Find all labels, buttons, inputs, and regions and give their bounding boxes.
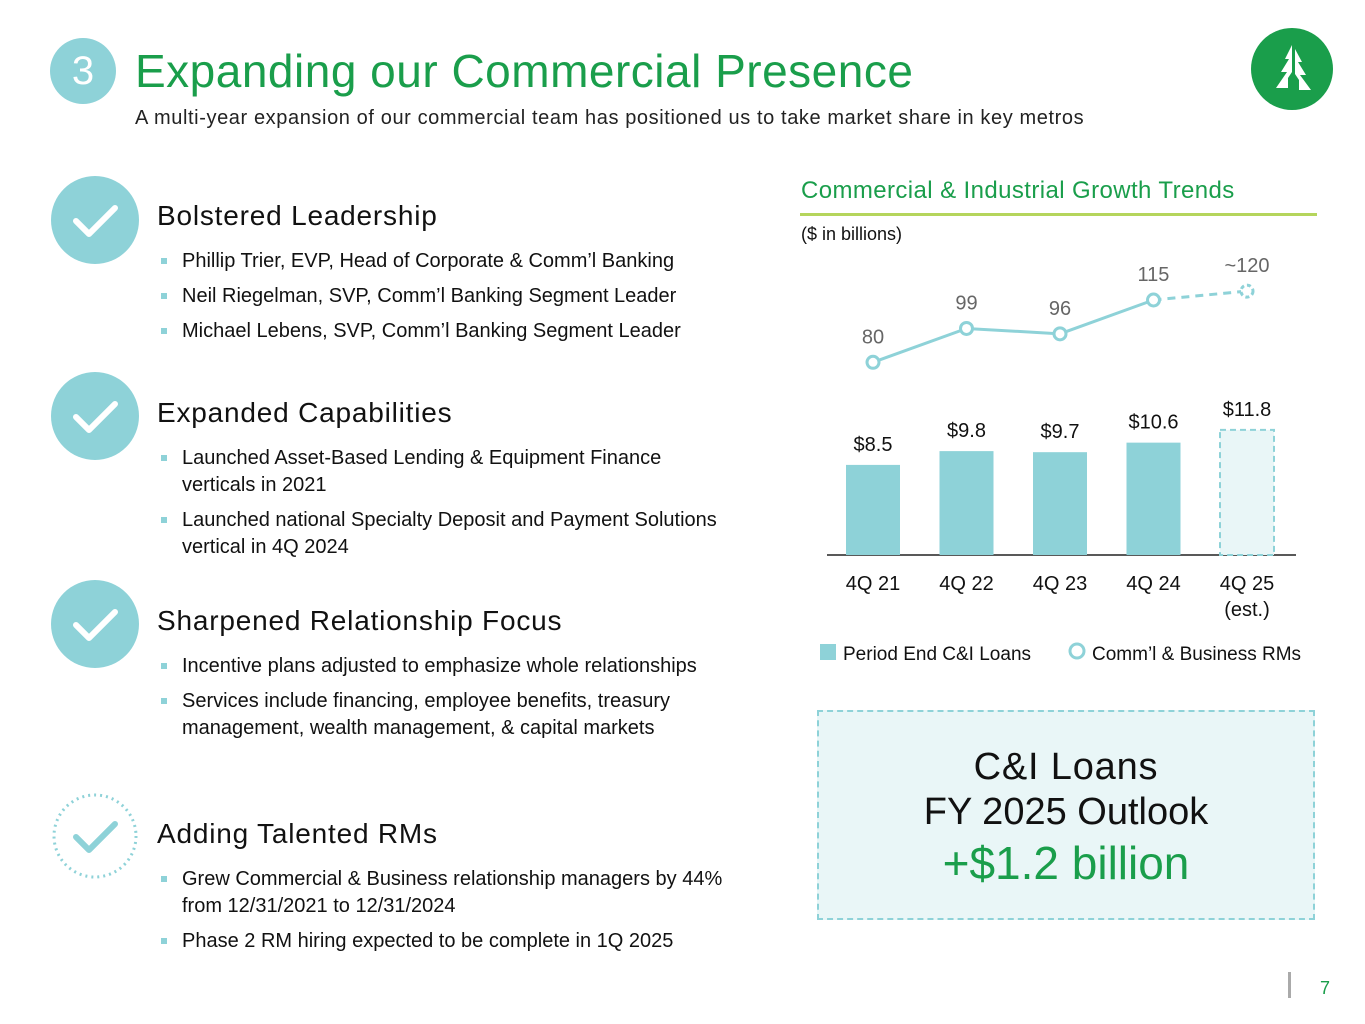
rm-point-estimate <box>1241 285 1253 297</box>
list-item: Launched Asset-Based Lending & Equipment Finance verticals in 2021 <box>158 445 738 499</box>
section-heading-capabilities: Expanded Capabilities <box>157 397 453 428</box>
rm-value-label: 99 <box>955 292 978 315</box>
cni-growth-chart <box>790 240 1350 680</box>
legend-line-label: Comm’l & Business RMs <box>1092 644 1302 665</box>
bar <box>940 451 994 555</box>
rm-series-line <box>873 297 1154 362</box>
bar-value-label: $11.8 <box>1222 398 1272 421</box>
bar <box>1127 443 1181 555</box>
bar <box>1033 452 1087 555</box>
bar-value-label: $9.8 <box>947 420 986 443</box>
rm-point <box>961 322 973 334</box>
rm-value-label: 80 <box>861 326 885 349</box>
list-item: Incentive plans adjusted to emphasize whole relationships <box>158 653 748 680</box>
tree-logo-icon <box>1251 28 1333 110</box>
check-circle-icon <box>51 580 139 668</box>
outlook-value: +$1.2 billion <box>942 837 1190 889</box>
list-item: Phillip Trier, EVP, Head of Corporate & Comm’l Banking <box>158 248 778 275</box>
dotted-check-circle-icon <box>51 792 139 880</box>
list-item: Phase 2 RM hiring expected to be complete in 1Q 2025 <box>158 928 748 955</box>
list-item: Michael Lebens, SVP, Comm’l Banking Segment Leader <box>158 318 778 345</box>
category-label: 4Q 21 <box>845 573 901 595</box>
rm-value-label: 115 <box>1137 264 1170 286</box>
list-item: Neil Riegelman, SVP, Comm’l Banking Segment Leader <box>158 283 778 310</box>
bar-value-label: $10.6 <box>1128 411 1179 434</box>
bar <box>846 465 900 555</box>
rm-point <box>1054 328 1066 340</box>
rm-point <box>867 356 879 368</box>
section-heading-relationship: Sharpened Relationship Focus <box>157 605 563 636</box>
page-subtitle: A multi-year expansion of our commercial team has positioned us to take market share in key metros <box>135 107 1085 129</box>
check-circle-icon <box>51 176 139 264</box>
category-label: 4Q 23 <box>1032 573 1088 595</box>
page-title: Expanding our Commercial Presence <box>135 45 914 97</box>
rms-bullets <box>158 866 748 963</box>
section-number-badge: 3 <box>50 38 116 104</box>
category-label: 4Q 24 <box>1126 573 1181 595</box>
list-item: Grew Commercial & Business relationship managers by 44% from 12/31/2021 to 12/31/2024 <box>158 866 748 920</box>
rm-value-label: 96 <box>1048 297 1072 320</box>
category-label: 4Q 22 <box>939 573 994 595</box>
legend-bar-label: Period End C&I Loans <box>843 644 1032 665</box>
relationship-bullets <box>158 653 748 750</box>
page-number: 7 <box>1320 978 1331 998</box>
capabilities-bullets <box>158 445 738 569</box>
page-number-divider <box>1288 972 1291 998</box>
check-circle-icon <box>51 372 139 460</box>
legend-line-swatch <box>1070 644 1084 658</box>
outlook-line1: C&I Loans <box>973 746 1159 788</box>
chart-title-rule <box>800 213 1317 216</box>
category-label: (est.) <box>1224 599 1270 621</box>
chart-units: ($ in billions) <box>801 224 903 244</box>
bar-value-label: $9.7 <box>1040 421 1080 444</box>
section-heading-rms: Adding Talented RMs <box>157 818 438 849</box>
list-item: Launched national Specialty Deposit and Payment Solutions vertical in 4Q 2024 <box>158 507 738 561</box>
rm-series-line-estimate <box>1154 291 1248 300</box>
leadership-bullets <box>158 248 778 353</box>
list-item: Services include financing, employee benefits, treasury management, wealth management, & capital markets <box>158 688 748 742</box>
outlook-line2: FY 2025 Outlook <box>923 791 1209 833</box>
bar-value-label: $8.5 <box>853 433 893 456</box>
category-label: 4Q 25 <box>1219 573 1275 595</box>
bar-estimate <box>1220 430 1274 555</box>
legend-bar-swatch <box>820 644 836 660</box>
rm-value-label: ~120 <box>1224 255 1270 278</box>
outlook-box <box>817 710 1315 920</box>
chart-title: Commercial & Industrial Growth Trends <box>801 177 1235 204</box>
rm-point <box>1148 294 1160 306</box>
section-heading-leadership: Bolstered Leadership <box>157 200 438 231</box>
